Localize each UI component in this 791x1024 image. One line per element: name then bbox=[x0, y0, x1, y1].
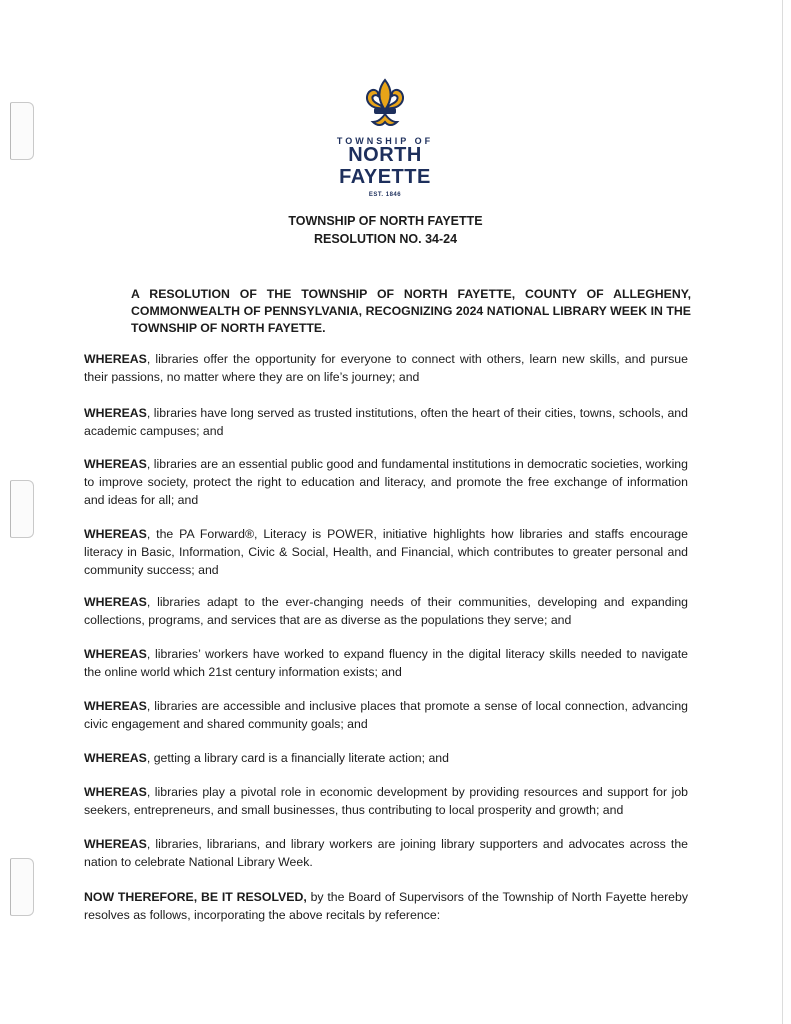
logo-text-main: NORTH FAYETTE bbox=[339, 144, 431, 188]
paragraph-text: , libraries play a pivotal role in economic development by providing resources and support for job seekers, entrepreneurs, and small businesses, thus contributing to local prosperity and growth; and bbox=[84, 785, 688, 817]
whereas-paragraph bbox=[84, 404, 688, 440]
whereas-paragraph bbox=[84, 350, 688, 386]
whereas-paragraph bbox=[84, 835, 688, 871]
document-heading bbox=[0, 212, 771, 248]
paragraph-text: , libraries offer the opportunity for everyone to connect with others, learn new skills, and pursue their passions, no matter where they are on life’s journey; and bbox=[84, 352, 688, 384]
resolution-title: A RESOLUTION OF THE TOWNSHIP OF NORTH FAYETTE, COUNTY OF ALLEGHENY, COMMONWEALTH OF PENNSYLVANIA, RECOGNIZING 2024 NATIONAL LIBRARY WEEK IN THE TOWNSHIP OF NORTH FAYETTE. bbox=[131, 287, 691, 335]
whereas-paragraph bbox=[84, 593, 688, 629]
punch-hole bbox=[10, 480, 34, 538]
whereas-paragraph bbox=[84, 783, 688, 819]
heading-township: TOWNSHIP OF NORTH FAYETTE bbox=[288, 214, 483, 228]
paragraph-lead: WHEREAS bbox=[84, 457, 147, 471]
paragraph-text: , libraries, librarians, and library workers are joining library supporters and advocates across the nation to celebrate National Library Week. bbox=[84, 837, 688, 869]
fleur-de-lis-icon bbox=[361, 78, 409, 132]
punch-hole bbox=[10, 858, 34, 916]
logo-text-est: EST. 1846 bbox=[368, 192, 402, 198]
whereas-paragraph bbox=[84, 455, 688, 509]
paragraph-lead: WHEREAS bbox=[84, 699, 147, 713]
paragraph-lead: WHEREAS bbox=[84, 837, 147, 851]
whereas-paragraph bbox=[84, 645, 688, 681]
logo-text-top: TOWNSHIP OF bbox=[336, 136, 434, 146]
paragraph-lead: WHEREAS bbox=[84, 352, 147, 366]
township-logo bbox=[300, 78, 470, 198]
paragraph-lead: WHEREAS bbox=[84, 595, 147, 609]
paragraph-text: , getting a library card is a financially literate action; and bbox=[146, 751, 449, 765]
paragraph-text: , libraries have long served as trusted institutions, often the heart of their cities, towns, schools, and academic campuses; and bbox=[84, 406, 688, 438]
paragraph-text: , libraries adapt to the ever-changing needs of their communities, developing and expanding collections, programs, and services that are as diverse as the populations they serve; and bbox=[84, 595, 688, 627]
paragraph-lead: NOW THEREFORE, BE IT RESOLVED, bbox=[84, 890, 307, 904]
heading-resolution-number: RESOLUTION NO. 34-24 bbox=[313, 232, 458, 246]
whereas-paragraph bbox=[84, 749, 688, 767]
paragraph-lead: WHEREAS bbox=[84, 785, 147, 799]
paragraph-lead: WHEREAS bbox=[84, 527, 147, 541]
resolved-paragraph bbox=[84, 888, 688, 924]
paragraph-text: , the PA Forward®, Literacy is POWER, initiative highlights how libraries and staffs encourage literacy in Basic, Information, Civic & Social, Health, and Financial, which contributes to greater personal and community success; and bbox=[84, 527, 688, 577]
punch-hole bbox=[10, 102, 34, 160]
paragraph-text: , libraries are accessible and inclusive places that promote a sense of local connection, advancing civic engagement and shared community goals; and bbox=[84, 699, 688, 731]
whereas-paragraph bbox=[84, 525, 688, 579]
whereas-paragraph bbox=[84, 697, 688, 733]
paragraph-text: , libraries are an essential public good and fundamental institutions in democratic societies, working to improve society, protect the right to education and literacy, and promote the free exchange of information and ideas for all; and bbox=[84, 457, 688, 507]
paragraph-lead: WHEREAS bbox=[84, 406, 147, 420]
paragraph-lead: WHEREAS bbox=[84, 647, 147, 661]
page-edge bbox=[782, 0, 783, 1024]
paragraph-lead: WHEREAS bbox=[84, 751, 147, 765]
paragraph-text: by the Board of Supervisors of the Township of North Fayette hereby resolves as follows, incorporating the above recitals by reference: bbox=[84, 890, 688, 922]
paragraph-text: , libraries’ workers have worked to expand fluency in the digital literacy skills needed to navigate the online world which 21st century information exists; and bbox=[84, 647, 688, 679]
